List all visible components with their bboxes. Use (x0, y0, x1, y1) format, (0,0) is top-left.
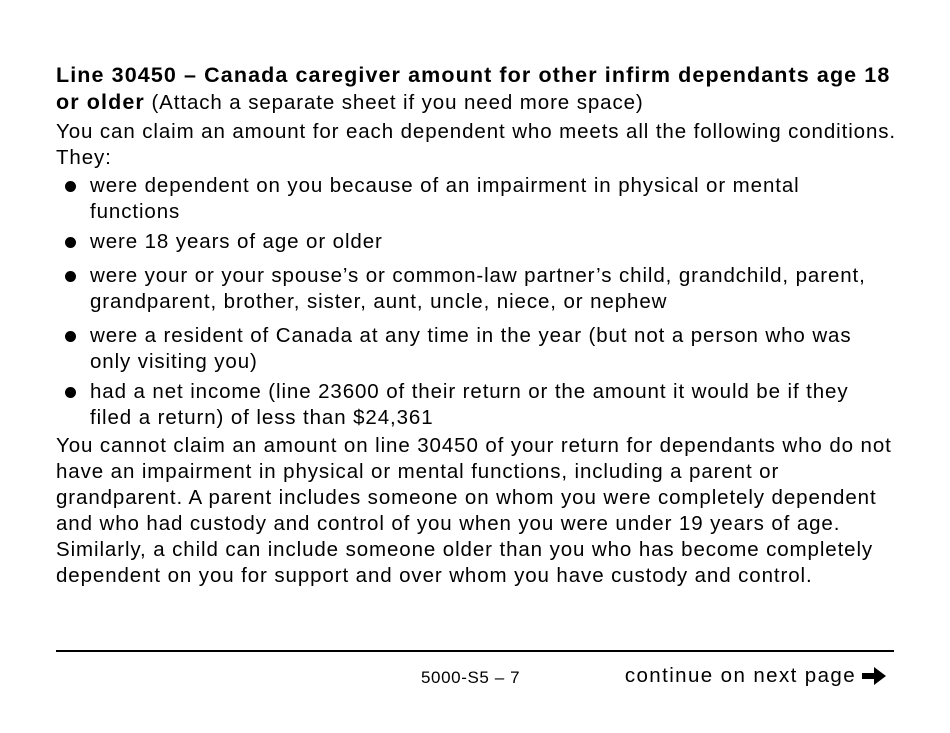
heading-note: (Attach a separate sheet if you need more space) (151, 91, 644, 114)
list-item-text: were your or your spouse’s or common-law partner’s child, grandchild, parent, grandparent, brother, sister, aunt, uncle, niece, or nephew (90, 264, 866, 313)
list-item-text: were dependent on you because of an impairment in physical or mental functions (90, 174, 800, 223)
right-arrow-icon (860, 665, 888, 687)
closing-paragraph: You cannot claim an amount on line 30450 of your return for dependants who do not have an impairment in physical or mental functions, including a parent or grandparent. A parent includes someone on whom you were completely dependent and who had custody and control of you when you were under 19 years of age. Similarly, a child can include someone older than you who has become completely dependent on you for support and over whom you have custody and control. (56, 434, 892, 587)
continue-link[interactable] (625, 664, 888, 688)
list-item (56, 173, 896, 225)
section-heading (56, 62, 896, 116)
continue-text: continue on next page (624, 664, 856, 687)
bullet-icon (65, 181, 76, 192)
list-item-text: were 18 years of age or older (90, 230, 383, 253)
intro-paragraph: You can claim an amount for each dependent who meets all the following conditions. They: (56, 120, 896, 169)
list-item-text: were a resident of Canada at any time in the year (but not a person who was only visiting you) (90, 324, 852, 373)
list-item (56, 379, 896, 431)
list-item-text: had a net income (line 23600 of their return or the amount it would be if they filed a return) of less than $24,361 (90, 380, 849, 429)
document-body (56, 62, 896, 589)
footer-divider (56, 650, 894, 652)
list-item (56, 263, 896, 315)
heading-title: Line 30450 – Canada caregiver amount for other infirm dependants age 18 or older (56, 63, 891, 114)
list-item (56, 323, 896, 375)
bullet-icon (65, 387, 76, 398)
list-item (56, 229, 896, 255)
conditions-list (56, 173, 896, 431)
page-number: 5000-S5 – 7 (421, 668, 521, 687)
bullet-icon (65, 331, 76, 342)
bullet-icon (65, 237, 76, 248)
bullet-icon (65, 271, 76, 282)
